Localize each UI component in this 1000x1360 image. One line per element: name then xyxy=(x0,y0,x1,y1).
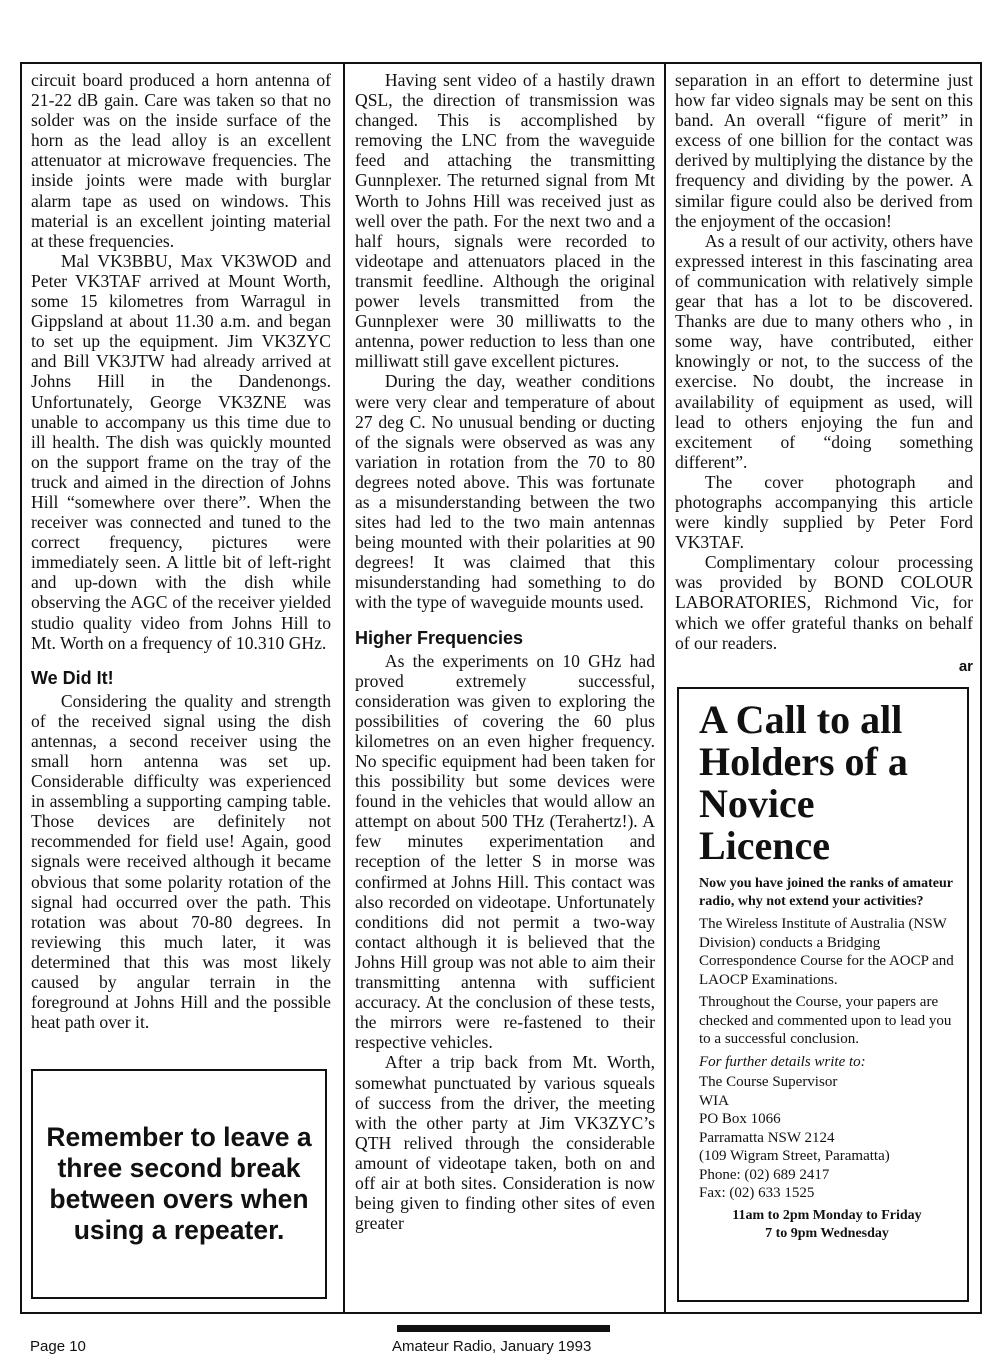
column-divider-2 xyxy=(664,62,666,1314)
advert-paragraph: The Wireless Institute of Australia (NSW Division) conducts a Bridging Correspondence Course for the AOCP and LAOCP Examinations. xyxy=(699,916,954,988)
paragraph: As the experiments on 10 GHz had proved extremely successful, consideration was given to exploring the possibilities of covering the 60 plus kilometres on an even higher frequency. No specific equipment had been taken for this possibility but some devices were found in the vehicles that would allow an attempt on about 500 THz (Terahertz!). A few minutes experimentation and reception of the letter S in morse was confirmed at Johns Hill. This contact was also recorded on videotape. Unfortunately conditions did not permit a two-way contact although it is believed that the Johns Hill group was not able to aim their transmitting antenna with sufficient accuracy. At the conclusion of these tests, the mirrors were re-fastened to their respective vehicles. xyxy=(355,650,655,1053)
advert-further-details: For further details write to: xyxy=(699,1053,866,1070)
article-column-3 xyxy=(675,70,973,677)
address-line: PO Box 1066 xyxy=(699,1111,781,1127)
paragraph: After a trip back from Mt. Worth, somewhat punctuated by various squeals of success from the driver, the meeting with the other party at Jim VK3ZYC’s QTH relived through the considerable amount of videotape taken, both on and off air at both sites. Consideration is now being given to finding other sites of even greater xyxy=(355,1052,655,1234)
page-number: Page 10 xyxy=(30,1338,86,1355)
advert-lead: Now you have joined the ranks of amateur radio, why not extend your activities? xyxy=(699,876,953,909)
article-column-2 xyxy=(355,70,655,1233)
office-hours-line: 11am to 2pm Monday to Friday xyxy=(732,1207,922,1223)
paragraph: As a result of our activity, others have expressed interest in this fascinating area of communication with relatively simple gear that has a lot to be discovered. Thanks are due to many others who , in some way, have contributed, either knowingly or not, to the success of the exercise. No doubt, the increase in availability of equipment as used, will lead to others enjoying the fun and excitement of “doing something different”. xyxy=(675,230,973,472)
paragraph: circuit board produced a horn antenna of 21-22 dB gain. Care was taken so that no solder was on the inside surface of the horn as the lead alloy is an excellent attenuator at microwave frequencies. The inside joints were made with burglar alarm tape as used on windows. This material is an excellent jointing material at these frequencies. xyxy=(31,70,331,251)
address-line: WIA xyxy=(699,1092,729,1109)
address-line: Parramatta NSW 2124 xyxy=(699,1129,835,1146)
footer-rule xyxy=(397,1325,610,1332)
phone-line: Phone: (02) 689 2417 xyxy=(699,1166,830,1183)
column-divider-1 xyxy=(343,62,345,1314)
advert-title: A Call to all Holders of a Novice Licence xyxy=(699,697,908,868)
novice-licence-advert xyxy=(677,687,969,1302)
fax-line: Fax: (02) 633 1525 xyxy=(699,1185,815,1201)
repeater-reminder-text: Remember to leave a three second break between overs when using a repeater. xyxy=(46,1122,312,1245)
address-line: (109 Wigram Street, Paramatta) xyxy=(699,1148,890,1164)
address-line: The Course Supervisor xyxy=(699,1074,838,1090)
advert-paragraph: Throughout the Course, your papers are checked and commented upon to lead you to a successful conclusion. xyxy=(699,994,952,1047)
section-heading-we-did-it: We Did It! xyxy=(31,667,114,688)
office-hours-line: 7 to 9pm Wednesday xyxy=(765,1225,889,1241)
article-end-mark: ar xyxy=(958,657,973,675)
paragraph: Having sent video of a hastily drawn QSL, the direction of transmission was changed. This is accomplished by removing the LNC from the waveguide feed and attaching the transmitting Gunnplexer. The returned signal from Mt Worth to Johns Hill was received just as well over the path. For the next two and a half hours, signals were recorded to videotape and attenuators placed in the transmit feedline. Although the original power levels transmitted from the Gunnplexer were 30 milliwatts to the antenna, power reduction to less than one milliwatt still gave excellent pictures. xyxy=(355,70,655,372)
paragraph: separation in an effort to determine just how far video signals may be sent on this band. An overall “figure of merit” in excess of one billion for the contact was derived by multiplying the distance by the frequency and dividing by the power. A similar figure could also be derived from the enjoyment of the occasion! xyxy=(675,70,973,231)
repeater-reminder-box xyxy=(31,1069,327,1299)
paragraph: Mal VK3BBU, Max VK3WOD and Peter VK3TAF arrived at Mount Worth, some 15 kilometres from Warragul in Gippsland at about 11.30 a.m. and began to set up the equipment. Jim VK3ZYC and Bill VK3JTW had already arrived at Johns Hill in the Dandenongs. Unfortunately, George VK3ZNE was unable to accompany us this time due to ill health. The dish was quickly mounted on the support frame on the tray of the truck and aimed in the direction of Johns Hill “somewhere over there”. When the receiver was connected and tuned to the correct frequency, pictures were immediately seen. A little bit of left-right and up-down with the dish while observing the AGC of the receiver yielded studio quality video from Johns Hill to Mt. Worth on a frequency of 10.310 GHz. xyxy=(31,250,331,653)
paragraph: The cover photograph and photographs accompanying this article were kindly supplied by Peter Ford VK3TAF. xyxy=(675,471,973,553)
paragraph: During the day, weather conditions were very clear and temperature of about 27 deg C. No unusual bending or ducting of the signals were observed as was any variation in rotation from the 70 to 80 degrees noted above. This was fortunate as a misunderstanding between the two sites had led to the two main antennas being mounted with their polarities at 90 degrees! It was claimed that this misunderstanding had something to do with the type of waveguide mounts used. xyxy=(355,371,655,613)
paragraph: Considering the quality and strength of the received signal using the dish antennas, a second receiver using the small horn antenna was set up. Considerable difficulty was experienced in assembling a supporting camping table. Those devices are definitely not recommended for field use! Again, good signals were received although it became obvious that some polarity rotation of the signal had occurred over the path. This rotation was about 70-80 degrees. In reviewing this much later, it was determined that this was most likely caused by angular terrain in the foreground at Johns Hill and the possible heat path over it. xyxy=(31,690,331,1033)
section-heading-higher-frequencies: Higher Frequencies xyxy=(355,627,524,648)
article-column-1 xyxy=(31,70,331,1032)
publication-footer: Amateur Radio, January 1993 xyxy=(392,1338,592,1355)
paragraph: Complimentary colour processing was provided by BOND COLOUR LABORATORIES, Richmond Vic, for which we offer grateful thanks on behalf of our readers. xyxy=(675,552,973,653)
